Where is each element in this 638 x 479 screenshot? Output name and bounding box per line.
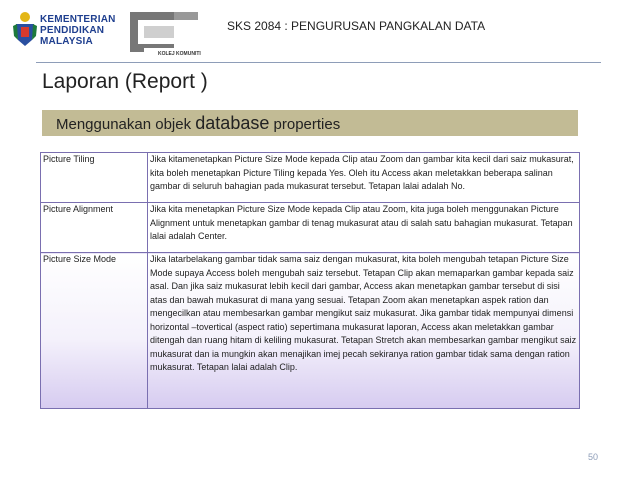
kpm-logo-line: PENDIDIKAN: [40, 25, 105, 36]
property-description-cell: Jika kitamenetapkan Picture Size Mode kepada Clip atau Zoom dan gambar kita kecil dari saiz mukasurat, kita boleh menetapkan Picture Tiling kepada Yes. Oleh itu Access akan meletakkan beberapa salinan gambar di seluruh bahagian pada mukasurat tersebut. Tetapan lalai adalah No.: [148, 153, 580, 203]
properties-table: [40, 152, 580, 409]
slide-header: [0, 0, 638, 62]
kolej-komuniti-logo-text: KOLEJ KOMUNITI: [158, 51, 201, 57]
subtitle-bar: [42, 110, 578, 136]
table-row: [41, 253, 580, 409]
header-divider: [36, 62, 601, 63]
subtitle-emphasis: database: [195, 113, 270, 133]
course-title: SKS 2084 : PENGURUSAN PANGKALAN DATA: [227, 19, 486, 33]
subtitle-suffix: properties: [269, 116, 341, 133]
subtitle: [56, 113, 340, 134]
page-number: 50: [588, 452, 599, 462]
property-name-cell: Picture Tiling: [41, 153, 148, 203]
malaysia-crest-icon: [12, 10, 38, 48]
property-description-cell: Jika latarbelakang gambar tidak sama saiz dengan mukasurat, kita boleh mengubah tetapan Picture Size Mode supaya Access boleh mengubah saiz tersebut. Tetapan Clip akan memaparkan gambar kepada saiz asal. Dan jika saiz mukasurat lebih kecil dari gambar, Access akan menetapkan gambar tersebut di sisi atas dan bawah mukasurat di mana yang sesuai. Tetapan Zoom akan menetapkan aspek ration dan mengecilkan atau membesarkan gambar mengikut saiz mukasurat. Jika gambar tidak mempunyai dimensi horizontal –tovertical (aspect ratio) sepertimana mukasurat laporan, Access akan meletakkan gambar ditengah dan ruang hitam di keliling mukasurat. Tetapan Stretch akan membesarkan gambar mengikut saiz mukasurat dan ia mungkin akan menajikan imej pecah sekiranya ration gambar tidak sama dengan ration mukasurat. Tetapan lalai adalah Clip.: [148, 253, 580, 409]
property-description-cell: Jika kita menetapkan Picture Size Mode kepada Clip atau Zoom, kita juga boleh menggunakan Picture Alignment untuk menetapkan gambar di tenag mukasurat atau di salah satu bahagian mukasurat. Tetapan lalai adalah Center.: [148, 203, 580, 253]
property-name-cell: Picture Alignment: [41, 203, 148, 253]
kpm-logo-line: KEMENTERIAN: [40, 14, 116, 25]
kpm-logo: [12, 8, 118, 52]
kolej-komuniti-logo: [128, 10, 206, 58]
property-name-cell: Picture Size Mode: [41, 253, 148, 409]
subtitle-prefix: Menggunakan objek: [56, 116, 196, 133]
table-row: [41, 203, 580, 253]
kpm-logo-text: [40, 14, 116, 47]
table-row: [41, 153, 580, 203]
page-title: Laporan (Report ): [42, 70, 208, 93]
kpm-logo-line: MALAYSIA: [40, 36, 93, 47]
